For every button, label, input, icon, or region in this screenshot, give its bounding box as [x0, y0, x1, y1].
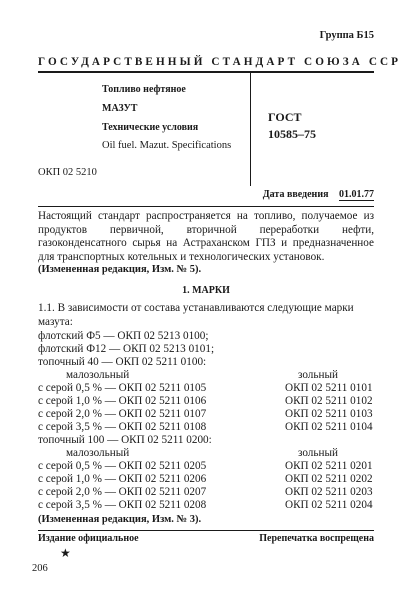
grade-line-f5: флотский Ф5 — ОКП 02 5213 0100;: [38, 330, 209, 342]
grade-line-40: топочный 40 — ОКП 02 5211 0100:: [38, 356, 207, 368]
group40-right-header: зольный: [298, 369, 338, 381]
title-line-fuel: Топливо нефтяное: [102, 84, 186, 95]
section-amendment: (Измененная редакция, Изм. № 3).: [38, 514, 202, 525]
official-edition-note: Издание официальное: [38, 533, 139, 544]
title-line-mazut: МАЗУТ: [102, 103, 138, 114]
group40-left-header: малозольный: [66, 369, 130, 381]
intro-amendment: (Измененная редакция, Изм. № 5).: [38, 264, 202, 275]
clause-1-1: 1.1. В зависимости от состава устанавливаются следующие марки мазута:: [38, 302, 354, 328]
star-icon: ★: [60, 546, 71, 560]
group40-row-left: с серой 3,5 % — ОКП 02 5211 0108: [38, 421, 207, 433]
group40-row-right: ОКП 02 5211 0101: [285, 382, 373, 394]
group-code: Группа Б15: [319, 30, 374, 41]
group100-row-right: ОКП 02 5211 0201: [285, 460, 373, 472]
gost-label: ГОСТ: [268, 110, 302, 124]
okp-code: ОКП 02 5210: [38, 167, 97, 178]
group100-right-header: зольный: [298, 447, 338, 459]
title-english: Oil fuel. Mazut. Specifications: [102, 140, 232, 151]
grade-line-100: топочный 100 — ОКП 02 5211 0200:: [38, 434, 212, 446]
group40-row-right: ОКП 02 5211 0104: [285, 421, 373, 433]
title-line-specs: Технические условия: [102, 122, 199, 133]
group40-row-left: с серой 1,0 % — ОКП 02 5211 0106: [38, 395, 207, 407]
group100-row-left: с серой 1,0 % — ОКП 02 5211 0206: [38, 473, 207, 485]
group100-row-left: с серой 2,0 % — ОКП 02 5211 0207: [38, 486, 207, 498]
introduction-date: [263, 189, 374, 200]
group40-row-right: ОКП 02 5211 0102: [285, 395, 373, 407]
reprint-prohibited-note: Перепечатка воспрещена: [259, 533, 374, 544]
page-number: 206: [32, 563, 48, 574]
top-rule: [38, 71, 374, 73]
grade-line-f12: флотский Ф12 — ОКП 02 5213 0101;: [38, 343, 215, 355]
group100-row-right: ОКП 02 5211 0203: [285, 486, 373, 498]
group100-row-left: с серой 3,5 % — ОКП 02 5211 0208: [38, 499, 207, 511]
section-heading: 1. МАРКИ: [182, 285, 230, 296]
group40-row-left: с серой 0,5 % — ОКП 02 5211 0105: [38, 382, 207, 394]
title-divider: [250, 73, 251, 186]
group100-row-right: ОКП 02 5211 0202: [285, 473, 373, 485]
group40-row-right: ОКП 02 5211 0103: [285, 408, 373, 420]
group100-row-right: ОКП 02 5211 0204: [285, 499, 373, 511]
group100-left-header: малозольный: [66, 447, 130, 459]
date-label: Дата введения: [262, 189, 329, 200]
date-value: 01.01.77: [339, 189, 374, 200]
header-rule: [38, 206, 374, 207]
group40-row-left: с серой 2,0 % — ОКП 02 5211 0107: [38, 408, 207, 420]
footer-rule: [38, 530, 374, 531]
state-standard-heading: ГОСУДАРСТВЕННЫЙ СТАНДАРТ СОЮЗА ССР: [38, 56, 402, 68]
group100-row-left: с серой 0,5 % — ОКП 02 5211 0205: [38, 460, 207, 472]
gost-number: 10585–75: [268, 127, 316, 141]
intro-paragraph: Настоящий стандарт распространяется на топливо, получаемое из продуктов первичной, вторичной переработки нефти, газоконденсатного сырья на Астраханском ГПЗ и предназначенное для транспортных котельных и технологических установок.: [38, 210, 374, 263]
